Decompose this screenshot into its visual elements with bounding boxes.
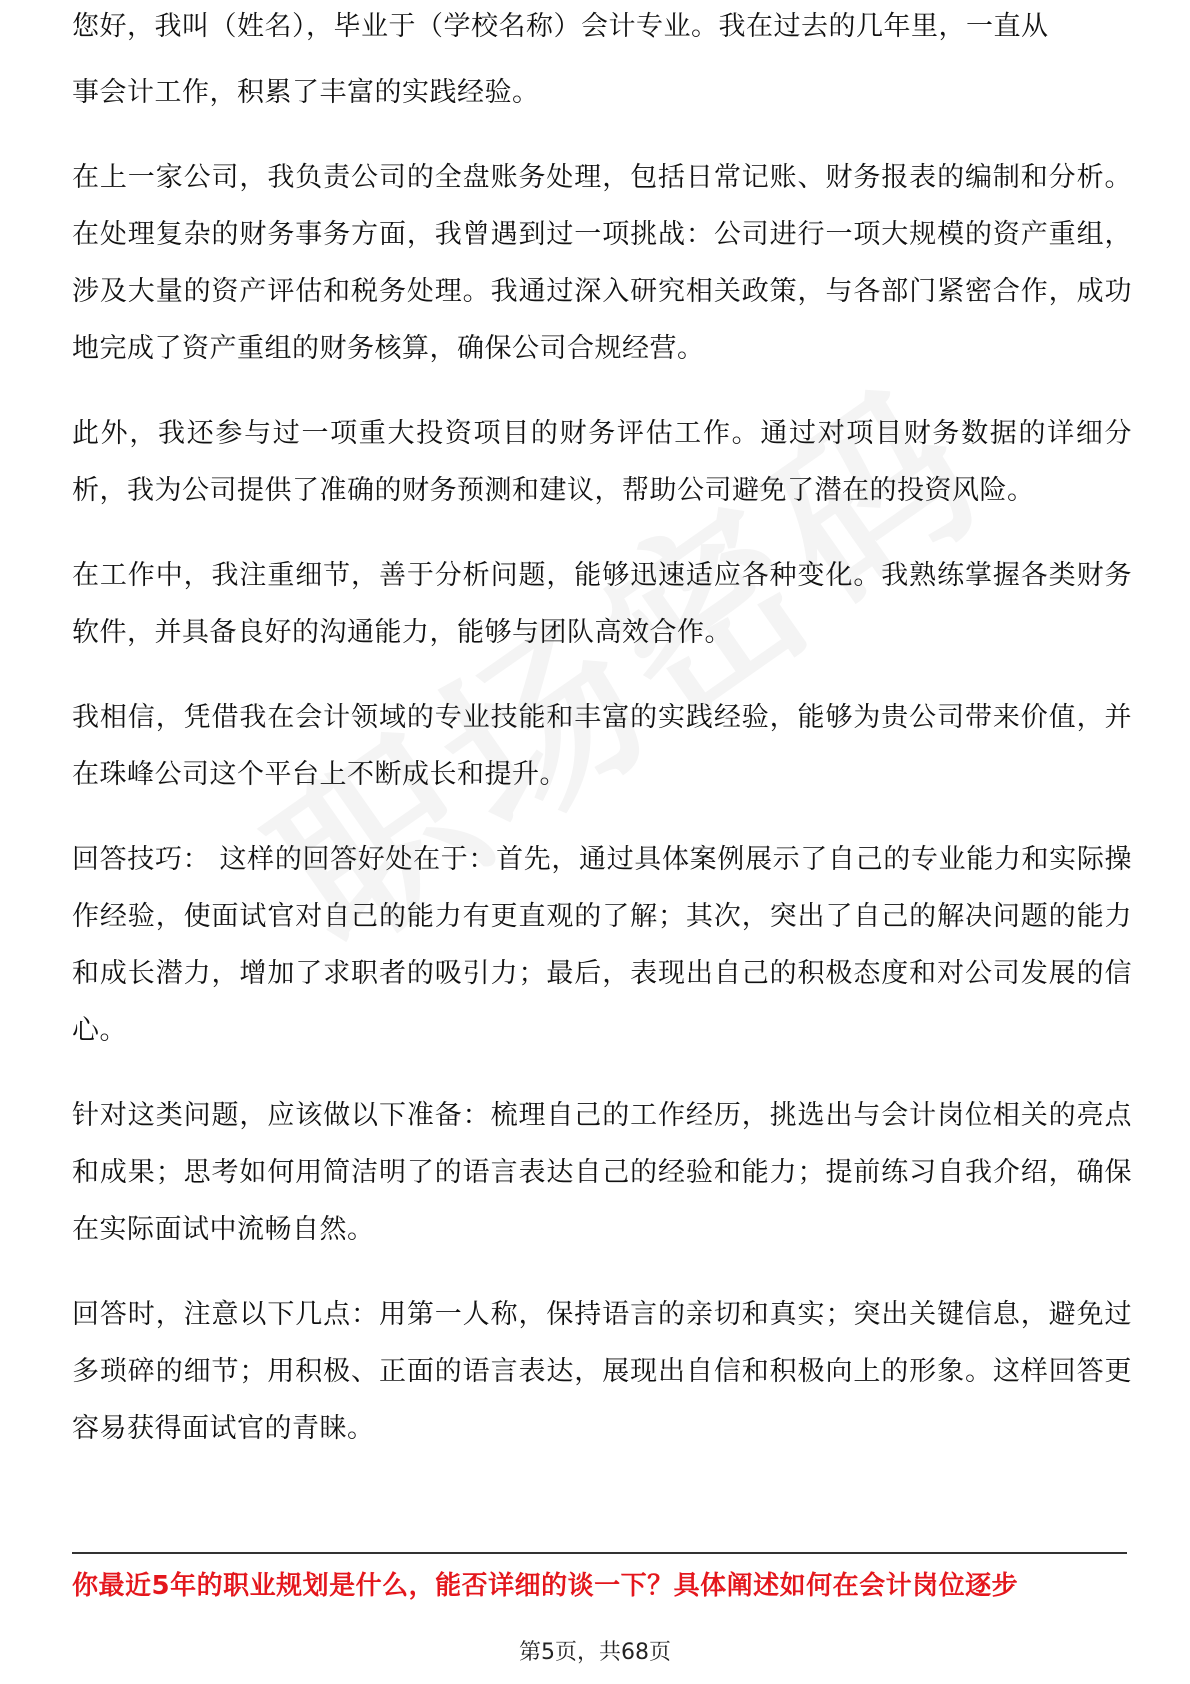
paragraph: 在上一家公司，我负责公司的全盘账务处理，包括日常记账、财务报表的编制和分析。在处理复杂的财务事务方面，我曾遇到过一项挑战：公司进行一项大规模的资产重组，涉及大量的资产评估和税务处理。我通过深入研究相关政策，与各部门紧密合作，成功地完成了资产重组的财务核算，确保公司合规经营。: [72, 162, 1132, 364]
paragraph: 事会计工作，积累了丰富的实践经验。: [72, 77, 540, 108]
document-body: [72, 11, 1132, 1485]
paragraph: 此外，我还参与过一项重大投资项目的财务评估工作。通过对项目财务数据的详细分析，我为公司提供了准确的财务预测和建议，帮助公司避免了潜在的投资风险。: [72, 418, 1132, 506]
section-divider: [72, 1552, 1127, 1554]
next-question-heading: 你最近5年的职业规划是什么，能否详细的谈一下？具体阐述如何在会计岗位逐步: [72, 1571, 1019, 1601]
cut-off-line-text: 您好，我叫（姓名），毕业于（学校名称）会计专业。我在过去的几年里，一直从: [72, 11, 1049, 42]
cut-off-line: [72, 11, 1132, 56]
page-number: 第5页，共68页: [519, 1640, 671, 1665]
paragraph: 针对这类问题，应该做以下准备：梳理自己的工作经历，挑选出与会计岗位相关的亮点和成果；思考如何用简洁明了的语言表达自己的经验和能力；提前练习自我介绍，确保在实际面试中流畅自然。: [72, 1100, 1132, 1245]
paragraph: 回答时，注意以下几点：用第一人称，保持语言的亲切和真实；突出关键信息，避免过多琐碎的细节；用积极、正面的语言表达，展现出自信和积极向上的形象。这样回答更容易获得面试官的青睐。: [72, 1299, 1132, 1444]
paragraph: 我相信，凭借我在会计领域的专业技能和丰富的实践经验，能够为贵公司带来价值，并在珠峰公司这个平台上不断成长和提升。: [72, 702, 1132, 790]
answer-tips-paragraph: 回答技巧： 这样的回答好处在于：首先，通过具体案例展示了自己的专业能力和实际操作经验，使面试官对自己的能力有更直观的了解；其次，突出了自己的解决问题的能力和成长潜力，增加了求职者的吸引力；最后，表现出自己的积极态度和对公司发展的信心。: [72, 844, 1132, 1046]
paragraph: 在工作中，我注重细节，善于分析问题，能够迅速适应各种变化。我熟练掌握各类财务软件，并具备良好的沟通能力，能够与团队高效合作。: [72, 560, 1132, 648]
